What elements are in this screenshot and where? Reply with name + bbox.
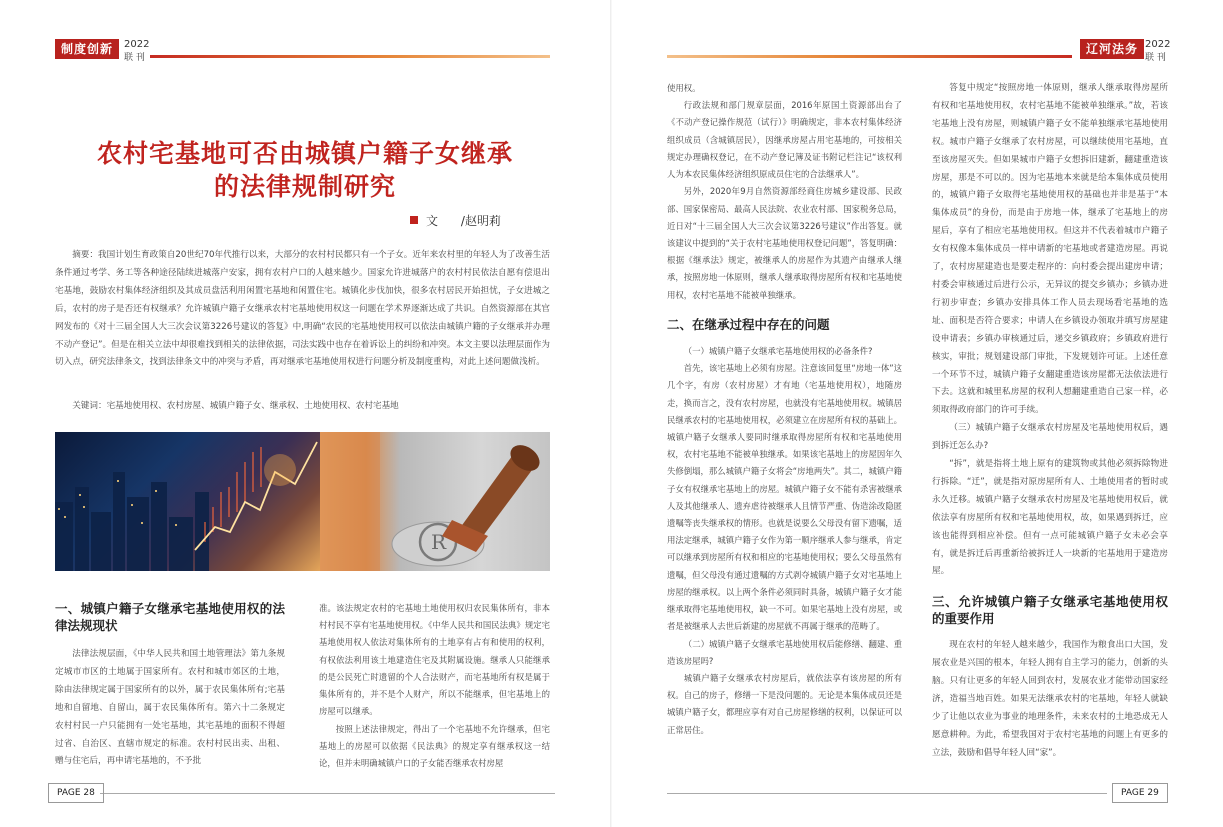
paragraph: 行政法规和部门规章层面，2016年原国土资源部出台了《不动产登记操作规范（试行）》明确规定，非本农村集体经济组织成员（含城镇居民），因继承房屋占用宅基地的，可按相关规定办理确权登记，在不动产登记簿及证书附记栏注记“该权利人为本农民集体经济组织原成员住宅的合法继承人”。 — [667, 100, 902, 180]
header-rule — [150, 55, 550, 58]
abstract: 摘要：我国计划生育政策自20世纪70年代推行以来，大部分的农村村民都只有一个子女。近年来农村里的年轻人为了改善生活条件通过考学、务工等各种途径陆续进城落户安家，拥有农村户口的人越来越少。国家允许进城落户的农村村民依法自愿有偿退出宅基地，鼓励农村集体经济组织及其成员盘活利用闲置宅基地和闲置住宅。城镇化步伐加快，很多农村居民开始担忧，子女进城之后，农村的房子是否还有权继承？允许城镇户籍子女继承农村宅基地使用权这一问题在学术界逐渐达成了共识。自然资源部在其官网发布的《对十三届全国人大三次会议第3226号建议的答复》中,明确“农民的宅基地使用权可以依法由城镇户籍的子女继承并办理不动产登记”。但是在相关立法中却很难找到相关的法律依据，司法实践中也存在着诉讼上的纠纷和冲突。本文主要以法理层面作为切入点，研究法律条文，找到法律条文中的冲突与矛盾，再对继承宅基地使用权进行问题分析及制度重构，对此上述问题做浅析。 — [55, 250, 550, 368]
header-year: 2022 — [1145, 39, 1171, 50]
article-title — [70, 137, 540, 203]
city-chart-illustration — [55, 432, 320, 571]
title-line-2: 的法律规制研究 — [213, 172, 396, 201]
author-name: /赵明莉 — [460, 214, 501, 228]
section-tag: 辽河法务 — [1080, 39, 1144, 59]
subsection-title: （三）城镇户籍子女继承农村房屋及宅基地使用权后，遇到拆迁怎么办? — [932, 423, 1168, 452]
right-column-2 — [932, 80, 1168, 763]
subsection-title: （二）城镇户籍子女继承宅基地使用权后能修缮、翻建、重造该房屋吗? — [667, 638, 902, 666]
footer-rule — [667, 793, 1107, 794]
header-issue: 联 刊 — [124, 53, 145, 63]
header-issue: 联 刊 — [1145, 53, 1166, 63]
byline — [410, 212, 501, 229]
registered-stamp-illustration — [320, 432, 550, 571]
left-page — [0, 0, 611, 827]
title-line-1: 农村宅基地可否由城镇户籍子女继承 — [96, 139, 513, 168]
paragraph: 法律法规层面，《中华人民共和国土地管理法》第九条规定城市市区的土地属于国家所有。农村和城市郊区的土地，除由法律规定属于国家所有的以外，属于农民集体所有;宅基地和自留地、自留山，属于农民集体所有。第六十二条规定农村村民一户只能拥有一处宅基地，其宅基地的面积不得超过省、自治区、直辖市规定的标准。农村村民出卖、出租、赠与住宅后，再申请宅基地的，不予批 — [55, 649, 285, 767]
section-heading-2: 二、在继承过程中存在的问题 — [667, 316, 830, 332]
right-column-1 — [667, 80, 902, 739]
paragraph: 使用权。 — [667, 83, 701, 93]
section-tag: 制度创新 — [55, 39, 119, 59]
footer-rule — [100, 793, 555, 794]
byline-prefix: 文 — [426, 214, 439, 228]
subsection-title: （一）城镇户籍子女继承宅基地使用权的必备条件? — [683, 345, 873, 356]
paragraph: 按照上述法律规定，得出了一个宅基地不允许继承，但宅基地上的房屋可以依据《民法典》的规定享有继承权这一结论，但并未明确城镇户口的子女能否继承农村房屋 — [319, 723, 550, 768]
page-number: PAGE 28 — [48, 783, 104, 803]
paragraph: 首先，该宅基地上必须有房屋。注意该回复里“房地一体”这几个字，有房（农村房屋）才有地（宅基地使用权），地随房走，换而言之，没有农村房屋，也就没有宅基地使用权。城镇居民继承农村的宅基地使用权，必须建立在房屋所有权的基础上。城镇户籍子女继承人要同时继承取得房屋所有权和宅基地使用权，农村宅基地不能被单独继承。如果该宅基地上的房屋因年久失修倒塌，那么城镇户籍子女将会“房地两失”。其二，城镇户籍子女有权继承宅基地上的房屋。城镇户籍子女不能有杀害被继承人及其他继承人、遗弃虐待被继承人且情节严重、伪造涂改隐匿遗嘱等丧失继承权的情形。也就是说要么父母没有留下遗嘱，适用法定继承，城镇户籍子女作为第一顺序继承人参与继承，肯定可以继承到房屋所有权和相应的宅基地使用权；要么父母虽然有遗嘱，但父母没有通过遗嘱的方式剥夺城镇户籍子女对宅基地上房屋的继承权。以上两个条件必须同时具备，城镇户籍子女才能继承取得宅基地使用权，缺一不可。如果宅基地上没有房屋，或者是被继承人去世后新建的房屋就不再属于继承的范畴了。 — [667, 363, 902, 632]
keywords: 关键词：宅基地使用权、农村房屋、城镇户籍子女、继承权、土地使用权、农村宅基地 — [72, 401, 399, 411]
paragraph: 城镇户籍子女继承农村房屋后，就依法享有该房屋的所有权。自己的房子，修缮一下是没问题的。无论是本集体成员还是城镇户籍子女，都理应享有对自己房屋修缮的权利，以保证可以正常居住。 — [667, 673, 902, 735]
left-column-1 — [55, 600, 285, 771]
paragraph: “拆”，就是指将土地上原有的建筑物或其他必须拆除物进行拆除。“迁”，就是指对原房屋所有人、土地使用者的暂时或永久迁移。城镇户籍子女继承农村房屋及宅基地使用权后，就依法享有房屋所有权和宅基地使用权，故，如果遇到拆迁，应该也能得到相应补偿。但有一点可能城镇户籍子女未必会享有，就是拆迁后再重新给被拆迁人一块新的宅基地用于建造房屋。 — [932, 459, 1168, 577]
city-finance-image — [55, 432, 320, 571]
square-bullet-icon — [410, 216, 418, 224]
section-heading-1: 一、城镇户籍子女继承宅基地使用权的法律法规现状 — [55, 601, 285, 633]
stamp-image — [320, 432, 550, 571]
paragraph: 答复中规定“按照房地一体原则，继承人继承取得房屋所有权和宅基地使用权，农村宅基地不能被单独继承。”故，若该宅基地上没有房屋，则城镇户籍子女不能单独继承宅基地使用权。城市户籍子女继承了农村房屋，可以继续使用宅基地，直至该房屋灭失。但如果城市户籍子女想拆旧建新，翻建重造该房屋，那是不可以的。因为宅基地本来就是给本集体成员使用的，城镇户籍子女取得宅基地使用权的基础也并非是基于“本集体成员”的身份，而是由于房地一体，继承了宅基地上的房屋后，享有了相应宅基地使用权。但这并不代表着城市户籍子女有权像本集体成员一样申请新的宅基地或者建造房屋。再说了，农村房屋建造也是要走程序的：向村委会提出建房申请；村委会审核通过后进行公示，无异议的提交乡镇办；乡镇办进行初步审查；乡镇办安排具体工作人员去现场看宅基地的选址、面积是否符合要求；申请人在乡镇设办领取并填写房屋建设申请表；乡镇办审核通过后，递交乡镇政府；乡镇政府进行核实，审批；规划建设部门审批，下发规划许可证。上述任意一个环节不过，城镇户籍子女翻建重造该房屋都无法依法进行下去。这就和城里私房屋的权利人想翻建重造自己家一样，必须取得政府部门的许可手续。 — [932, 83, 1168, 416]
paragraph: 准。该法规定农村的宅基地土地使用权归农民集体所有，非本村村民不享有宅基地使用权。《中华人民共和国民法典》规定宅基地使用权人依法对集体所有的土地享有占有和使用的权利，有权依法利用该土地建造住宅及其附属设施。继承人只能继承的是公民死亡时遗留的个人合法财产，而宅基地所有权是属于集体所有的，并不是个人财产，所以不能继承，但宅基地上的房屋可以继承。 — [319, 603, 550, 717]
right-page — [612, 0, 1223, 827]
header-rule — [667, 55, 1072, 58]
section-heading-3: 三、允许城镇户籍子女继承宅基地使用权的重要作用 — [932, 594, 1168, 627]
paragraph: 另外，2020年9月自然资源部经商住房城乡建设部、民政部、国家保密局、最高人民法院、农业农村部、国家税务总局，近日对“十三届全国人大三次会议第3226号建议”作出答复。就该建议中提到的“关于农村宅基地使用权登记问题”，答复明确：根据《继承法》规定，被继承人的房屋作为其遗产由继承人继承，按照房地一体原则，继承人继承取得房屋所有权和宅基地使用权，农村宅基地不能被单独继承。 — [667, 186, 902, 300]
svg-text:R: R — [431, 530, 447, 554]
paragraph: 现在农村的年轻人越来越少，我国作为粮食出口大国，发展农业是兴国的根本，年轻人拥有自主学习的能力，创新的头脑。只有让更多的年轻人回到农村，发展农业才能带动国家经济，造福当地百姓。如果无法继承农村的宅基地，年轻人就缺少了让他以农业为事业的地理条件，未来农村的土地恐成无人愿意耕种。为此，希望我国对于农村宅基地的问题上有更多的立法，鼓励和倡导年轻人回“家”。 — [932, 640, 1168, 758]
header-year: 2022 — [124, 39, 150, 50]
page-number: PAGE 29 — [1112, 783, 1168, 803]
left-column-2 — [319, 600, 550, 772]
